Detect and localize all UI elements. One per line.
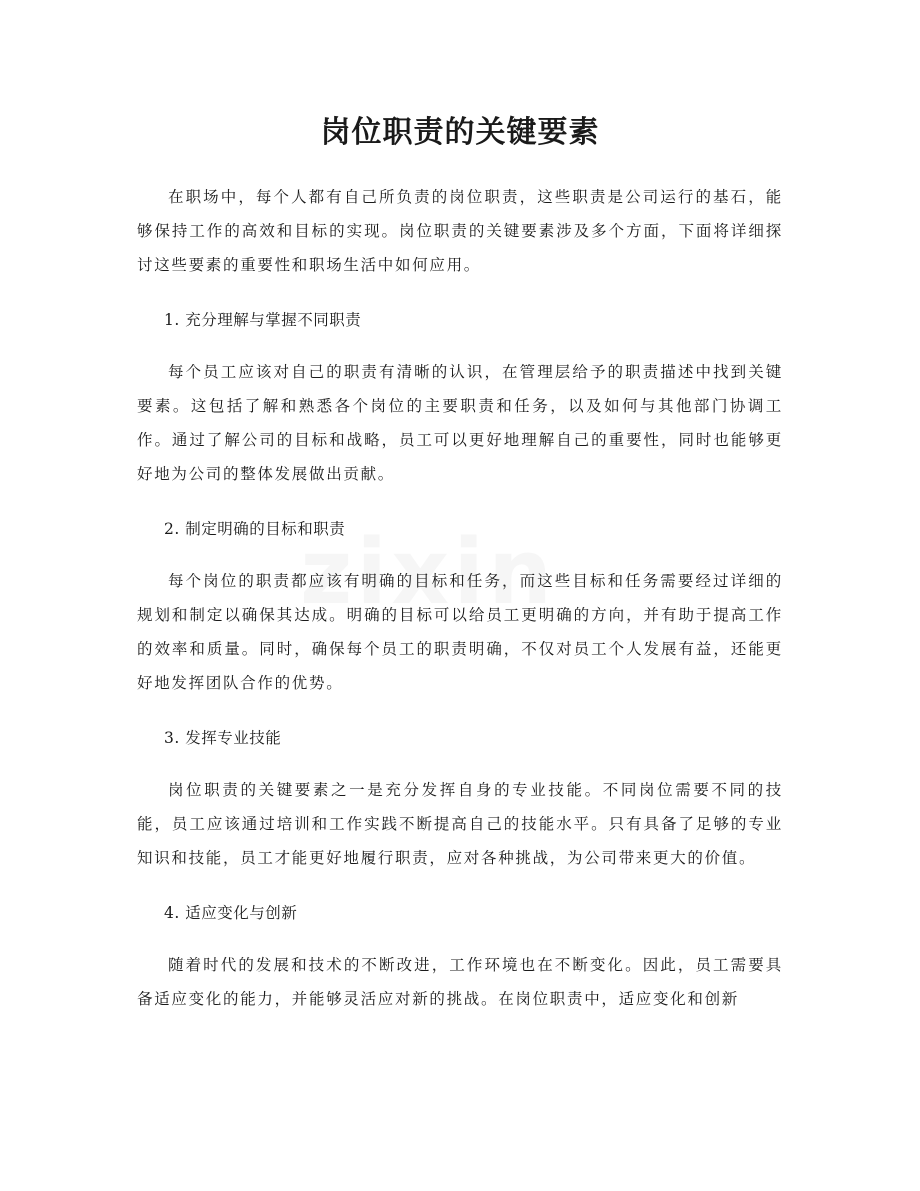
intro-paragraph: 在职场中，每个人都有自己所负责的岗位职责，这些职责是公司运行的基石，能够保持工作的高效和目标的实现。岗位职责的关键要素涉及多个方面，下面将详细探讨这些要素的重要性和职场生活中如何应用。 [137, 188, 783, 274]
page-title: 岗位职责的关键要素 [320, 115, 600, 150]
document-body [137, 180, 783, 1016]
section-heading: 1. 充分理解与掌握不同职责 [164, 311, 362, 329]
section-paragraph: 岗位职责的关键要素之一是充分发挥自身的专业技能。不同岗位需要不同的技能，员工应该通过培训和工作实践不断提高自己的技能水平。只有具备了足够的专业知识和技能，员工才能更好地履行职责，应对各种挑战，为公司带来更大的价值。 [137, 781, 783, 867]
section-heading: 2. 制定明确的目标和职责 [164, 520, 346, 538]
section-paragraph: 随着时代的发展和技术的不断改进，工作环境也在不断变化。因此，员工需要具备适应变化的能力，并能够灵活应对新的挑战。在岗位职责中，适应变化和创新 [137, 956, 783, 1008]
section-heading: 4. 适应变化与创新 [164, 904, 298, 922]
section-paragraph: 每个员工应该对自己的职责有清晰的认识，在管理层给予的职责描述中找到关键要素。这包括了解和熟悉各个岗位的主要职责和任务，以及如何与其他部门协调工作。通过了解公司的目标和战略，员工可以更好地理解自己的重要性，同时也能够更好地为公司的整体发展做出贡献。 [137, 363, 783, 483]
section-paragraph: 每个岗位的职责都应该有明确的目标和任务，而这些目标和任务需要经过详细的规划和制定以确保其达成。明确的目标可以给员工更明确的方向，并有助于提高工作的效率和质量。同时，确保每个员工的职责明确，不仅对员工个人发展有益，还能更好地发挥团队合作的优势。 [137, 572, 783, 692]
section-heading: 3. 发挥专业技能 [164, 729, 282, 747]
